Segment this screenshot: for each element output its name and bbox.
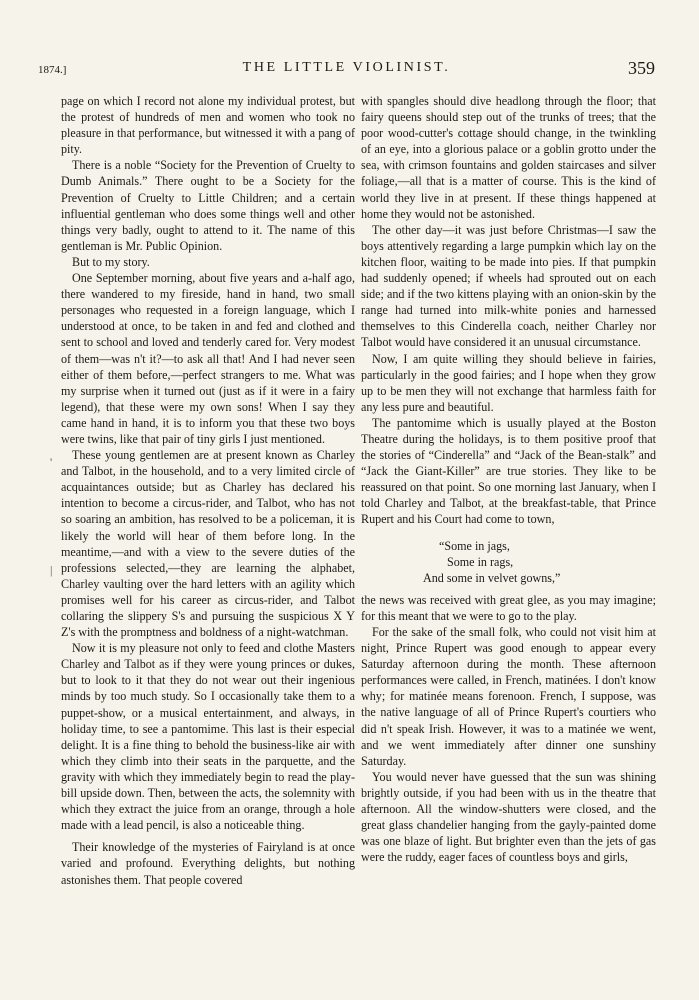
paragraph: page on which I record not alone my individual protest, but the protest of hundreds of men and women who took no pleasure in that performance, but witnessed it with a pang of pity. xyxy=(61,94,355,157)
paragraph: The pantomime which is usually played at the Boston Theatre during the holidays, is to them positive proof that the stories of “Cinderella” and “Jack of the Bean-stalk” and “Jack the Giant-Killer” are true stories. They like to be reassured on that point. So one morning last January, when I told Charley and Talbot, at the breakfast-table, that Prince Rupert and his Court had come to town, xyxy=(361,415,656,527)
running-header xyxy=(38,58,655,82)
margin-mark: ' xyxy=(50,455,53,469)
paragraph: Now it is my pleasure not only to feed and clothe Masters Charley and Talbot as if they were young princes or dukes, but to look to it that they do not wear out their ingenious minds by too much study. So I occasionally take them to a puppet-show, or a musical entertainment, and always, in holiday time, to see a pantomime. This last is their especial delight. It is a fine thing to behold the business-like air with which they climb into their seats in the parquette, and the gravity with which they immediately begin to read the play-bill upside down. Then, between the acts, the solemnity with which they extract the juice from an orange, through a hole made with a lead pencil, is also a noticeable thing. xyxy=(61,641,355,833)
paragraph: But to my story. xyxy=(72,254,150,269)
header-title: THE LITTLE VIOLINIST. xyxy=(242,60,451,75)
paragraph: You would never have guessed that the sun was shining brightly outside, if you had been with us in the theatre that afternoon. All the window-shutters were closed, and the great glass chandelier hanging from the gayly-painted dome was one blaze of light. But brighter even than the jets of gas were the ruddy, eager faces of countless boys and girls, xyxy=(361,769,656,865)
paragraph: Now, I am quite willing they should believe in fairies, particularly in the good fairies; and I hope when they grow up to be men they will not exchange that harmless faith for any less pure and beautiful. xyxy=(361,351,656,414)
page-number: 359 xyxy=(628,58,655,78)
paragraph: There is a noble “Society for the Prevention of Cruelty to Dumb Animals.” There ought to be a Society for the Prevention of Cruelty to Little Children; and a certain influential gentleman who does some things well and other things very badly, ought to attend to it. The name of this gentleman is Mr. Public Opinion. xyxy=(61,158,355,253)
paragraph: with spangles should dive headlong through the floor; that fairy queens should step out of the trunks of trees; that the poor wood-cutter's cottage should change, in the twinkling of an eye, into a glorious palace or a goblin grotto under the sea, with crimson fountains and golden staircases and silver foliage,—all that is a matter of course. This is the kind of world they live in at present. If these things happened at home they would not be astonished. xyxy=(361,94,656,221)
paragraph: For the sake of the small folk, who could not visit him at night, Prince Rupert was good enough to appear every Saturday afternoon during the month. These afternoon performances were called, in French, matinées. I don't know why; for matinée means forenoon. French, I suppose, was the native language of all of Prince Rupert's courtiers who did n't speak Irish. However, it was to a matinée we went, and we went immediately after dinner one sunshiny Saturday. xyxy=(361,625,656,768)
paragraph: the news was received with great glee, as you may imagine; for this meant that we were to go to the play. xyxy=(361,592,656,623)
verse-line: And some in velvet gowns,” xyxy=(423,570,561,585)
paragraph: These young gentlemen are at present known as Charley and Talbot, in the household, and to a very limited circle of acquaintances outside; but as Charley has declared his intention to become a circus-rider, and Talbot, who has not so soaring an ambition, has resolved to be a policeman, it is likely the world will hear of them before long. In the meantime,—and with a view to the severe duties of the professions selected,—they are learning the alphabet, Charley vaulting over the hard letters with an agility which promises well for his career as circus-rider, and Talbot collaring the slippery S's and pursuing the suspicious X Y Z's with the promptness and boldness of a night-watchman. xyxy=(61,448,355,640)
verse-line: Some in rags, xyxy=(447,554,514,569)
verse-line: “Some in jags, xyxy=(439,538,510,553)
header-year: 1874.] xyxy=(38,64,67,76)
left-column xyxy=(61,93,355,888)
verse-quote xyxy=(361,538,656,586)
paragraph: One September morning, about five years and a-half ago, there wandered to my fireside, hand in hand, two small personages who requested in a foreign language, which I understood at once, to be taken in and fed and clothed and sent to school and loved and tenderly cared for. Very modest of them—was n't it?—to ask all that! And I had never seen either of them before,—perfect strangers to me. What was my surprise when it turned out (just as if it were in a fairy legend), that these were my own sons! When I say they came hand in hand, it is to inform you that these two boys were twins, like that pair of tiny girls I just mentioned. xyxy=(61,271,355,446)
paragraph: The other day—it was just before Christmas—I saw the boys attentively regarding a large pumpkin which lay on the kitchen floor, waiting to be made into pies. If that pumpkin had suddenly opened; if wheels had sprouted out on each side; and if the two kittens playing with an onion-skin by the range had turned into milk-white ponies and harnessed themselves to this Cinderella coach, neither Charley nor Talbot would have considered it an unusual circumstance. xyxy=(361,222,656,350)
paragraph: Their knowledge of the mysteries of Fairyland is at once varied and profound. Everything delights, but nothing astonishes them. That people covered xyxy=(61,840,355,887)
margin-mark: | xyxy=(50,563,53,577)
right-column xyxy=(361,93,656,865)
